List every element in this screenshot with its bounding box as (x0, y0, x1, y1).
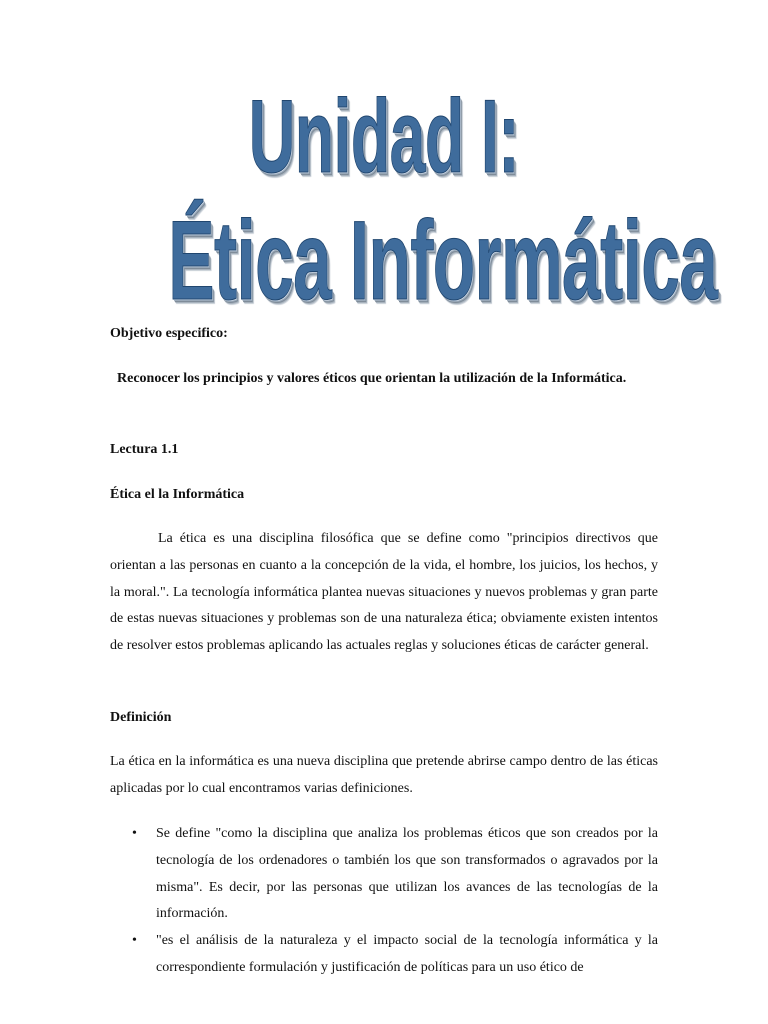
list-item (110, 821, 658, 928)
paragraph-etica: La ética es una disciplina filosófica que se define como "principios directivos que orientan a las personas en cuanto a la concepción de la vida, el hombre, los juicios, los hechos, y la moral.". La tecnología informática plantea nuevas situaciones y nuevos problemas y gran parte de estas nuevas situaciones y problemas son de una naturaleza ética; obviamente existen intentos de resolver estos problemas aplicando las actuales reglas y soluciones éticas de carácter general. (110, 531, 658, 654)
list-item (110, 928, 658, 982)
definitions-list (110, 821, 658, 982)
bullet-icon: • (132, 826, 137, 841)
title-line-2: Ética Informática (168, 198, 718, 323)
definicion-heading: Definición (110, 710, 172, 725)
bullet-icon: • (132, 933, 137, 949)
lectura-heading: Lectura 1.1 (110, 442, 179, 457)
paragraph-definicion: La ética en la informática es una nueva disciplina que pretende abrirse campo dentro de las éticas aplicadas por lo cual encontramos varias definiciones. (110, 754, 658, 796)
objetivo-label: Objetivo especifico: (110, 326, 228, 341)
objetivo-text-content: Reconocer los principios y valores éticos que orientan la utilización de la Informática. (117, 371, 627, 386)
section-heading: Ética el la Informática (110, 487, 245, 502)
objetivo-text (110, 366, 658, 393)
list-item-text: Se define "como la disciplina que analiza los problemas éticos que son creados por la tecnología de los ordenadores o también los que son transformados o agravados por la misma". Es decir, por las personas que utilizan los avances de las tecnologías de la información. (156, 826, 658, 922)
title-line-1: Unidad I: (248, 79, 520, 195)
list-item-text: "es el análisis de la naturaleza y el impacto social de la tecnología informática y la correspondiente formulación y justificación de políticas para un uso ético de (156, 933, 658, 975)
title-line-2-wrapper (0, 196, 768, 325)
title-line-1-wrapper (0, 78, 768, 197)
